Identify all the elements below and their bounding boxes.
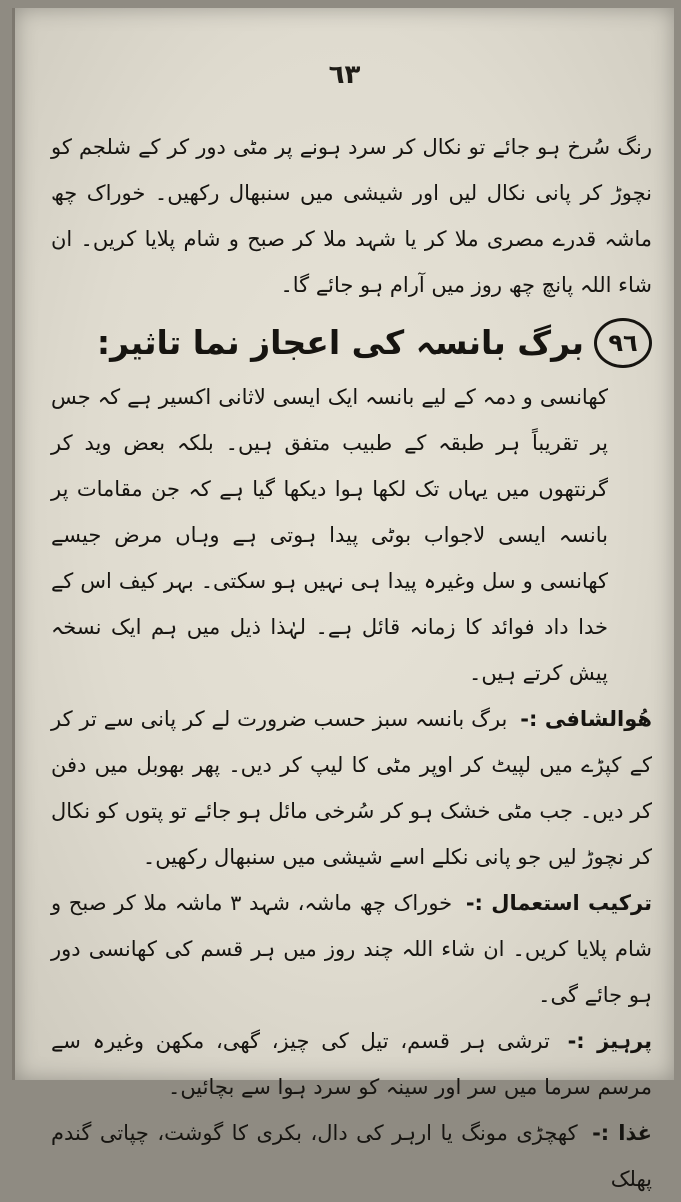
remedy-paragraph (51, 696, 652, 880)
section-title: برگ بانسہ کی اعجاز نما تاثیر: (96, 323, 584, 362)
avoid-paragraph (51, 1018, 652, 1110)
usage-label: ترکیب استعمال :- (465, 891, 652, 915)
page-body (51, 124, 652, 1191)
avoid-label: پرہیز :- (567, 1029, 652, 1053)
remedy-text: برگ بانسہ سبز حسب ضرورت لے کر پانی سے تر کر کے کپڑے میں لپیٹ کر اوپر مٹی کا لیپ کر دیں۔ پھر بھوبل میں دفن کر دیں۔ جب مٹی خشک ہو کر سُرخی مائل ہو جائے تو پتوں کو نکال کر نچوڑ لیں جو پانی نکلے اسے شیشی میں سنبھال رکھیں۔ (51, 707, 652, 869)
avoid-text: ترشی ہر قسم، تیل کی چیز، گھی، مکھن وغیرہ سے مرسم سرما میں سر اور سینہ کو سرد ہوا سے بچائیں۔ (51, 1029, 652, 1099)
diet-label: غذا :- (592, 1121, 652, 1145)
usage-paragraph (51, 880, 652, 1018)
diet-paragraph (51, 1110, 652, 1202)
diet-text: کھچڑی مونگ یا ارہر کی دال، بکری کا گوشت، چپاتی گندم پھلک (51, 1121, 652, 1191)
remedy-label: ھُوالشافی :- (520, 707, 652, 731)
intro-paragraph: رنگ سُرخ ہو جائے تو نکال کر سرد ہونے پر مٹی دور کر کے شلجم کو نچوڑ کر پانی نکال لیں اور شیشی میں سنبھال رکھیں۔ خوراک چھ ماشہ قدرے مصری ملا کر یا شہد ملا کر صبح و شام پلایا کریں۔ ان شاء اللہ پانچ چھ روز میں آرام ہو جائے گا۔ (51, 135, 652, 297)
book-page (12, 8, 674, 1191)
section-number-badge: ٩٦ (594, 318, 652, 368)
section-paragraph: کھانسی و دمہ کے لیے بانسہ ایک ایسی لاثانی اکسیر ہے کہ جس پر تقریباً ہر طبقہ کے طبیب متفق ہیں۔ بلکہ بعض وید کر گرنتھوں میں یہاں تک لکھا ہوا دیکھا گیا ہے کہ جن مقامات پر بانسہ ایسی لاجواب بوٹی پیدا ہوتی ہے وہاں مرض جیسے کھانسی و سل وغیرہ پیدا ہی نہیں ہو سکتی۔ بہر کیف اس کے خدا داد فوائد کا زمانہ قائل ہے۔ لہٰذا ذیل میں ہم ایک نسخہ پیش کرتے ہیں۔ (51, 385, 608, 685)
section-heading (51, 318, 652, 368)
page-number: ٦٣ (328, 60, 361, 90)
usage-text: خوراک چھ ماشہ، شہد ۳ ماشہ ملا کر صبح و شام پلایا کریں۔ ان شاء اللہ چند روز میں ہر قسم کی کھانسی دور ہو جائے گی۔ (51, 891, 652, 1007)
